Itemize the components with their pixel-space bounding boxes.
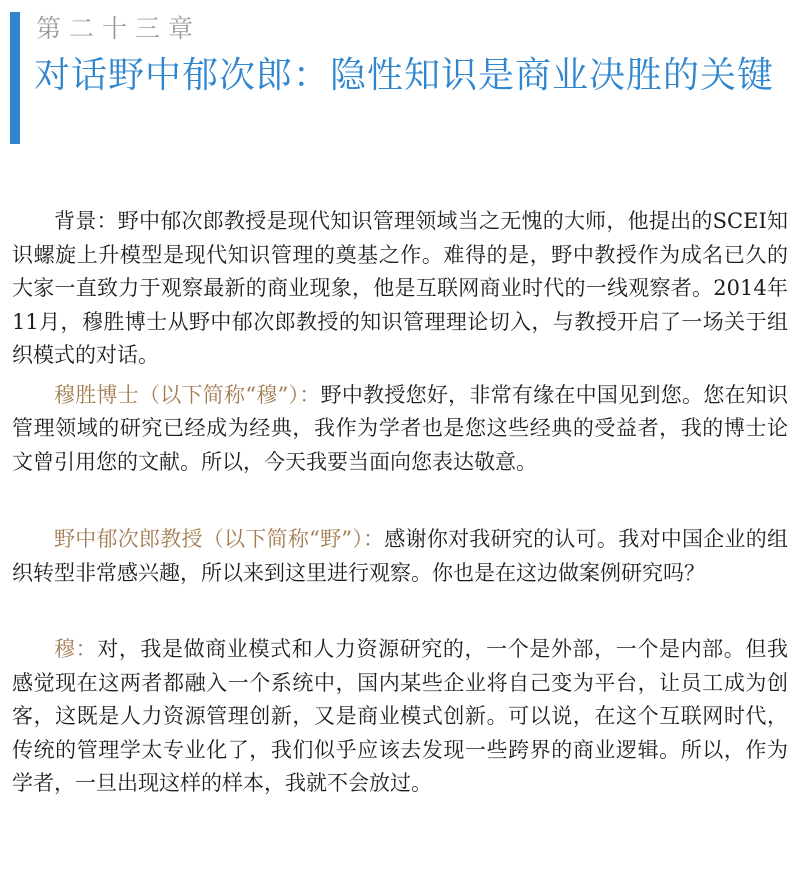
dialogue-text-mu-1: 野中教授您好，非常有缘在中国见到您。您在知识管理领域的研究已经成为经典，我作为学者也是您这些经典的受益者，我的博士论文曾引用您的文献。所以，今天我要当面向您表达敬意。 xyxy=(12,382,788,474)
speaker-label-mu-short: 穆： xyxy=(54,637,98,661)
dialogue-paragraph-mu-2 xyxy=(12,633,788,801)
spacer xyxy=(12,479,788,522)
background-paragraph: 背景：野中郁次郎教授是现代知识管理领域当之无愧的大师，他提出的SCEI知识螺旋上升模型是现代知识管理的奠基之作。难得的是，野中教授作为成名已久的大家一直致力于观察最新的商业现象，他是互联网商业时代的一线观察者。2014年11月，穆胜博士从野中郁次郎教授的知识管理理论切入，与教授开启了一场关于组织模式的对话。 xyxy=(12,209,788,367)
spacer xyxy=(12,590,788,633)
chapter-title: 对话野中郁次郎：隐性知识是商业决胜的关键 xyxy=(34,55,775,96)
chapter-number: 第二十三章 xyxy=(36,14,202,43)
chapter-header xyxy=(0,8,799,146)
article-body xyxy=(12,205,788,801)
dialogue-paragraph-nonaka-1 xyxy=(12,522,788,590)
dialogue-text-mu-2: 对，我是做商业模式和人力资源研究的，一个是外部，一个是内部。但我感觉现在这两者都融入一个系统中，国内某些企业将自己变为平台，让员工成为创客，这既是人力资源管理创新，又是商业模式创新。可以说，在这个互联网时代，传统的管理学太专业化了，我们似乎应该去发现一些跨界的商业逻辑。所以，作为学者，一旦出现这样的样本，我就不会放过。 xyxy=(12,637,789,795)
speaker-label-nonaka: 野中郁次郎教授（以下简称“野”）： xyxy=(54,527,385,551)
dialogue-text-nonaka-1: 感谢你对我研究的认可。我对中国企业的组织转型非常感兴趣，所以来到这里进行观察。你也是在这边做案例研究吗？ xyxy=(12,527,788,585)
speaker-label-mu: 穆胜博士（以下简称“穆”）： xyxy=(54,382,321,407)
chapter-accent-bar xyxy=(10,12,20,144)
dialogue-paragraph-mu-1 xyxy=(12,379,788,480)
